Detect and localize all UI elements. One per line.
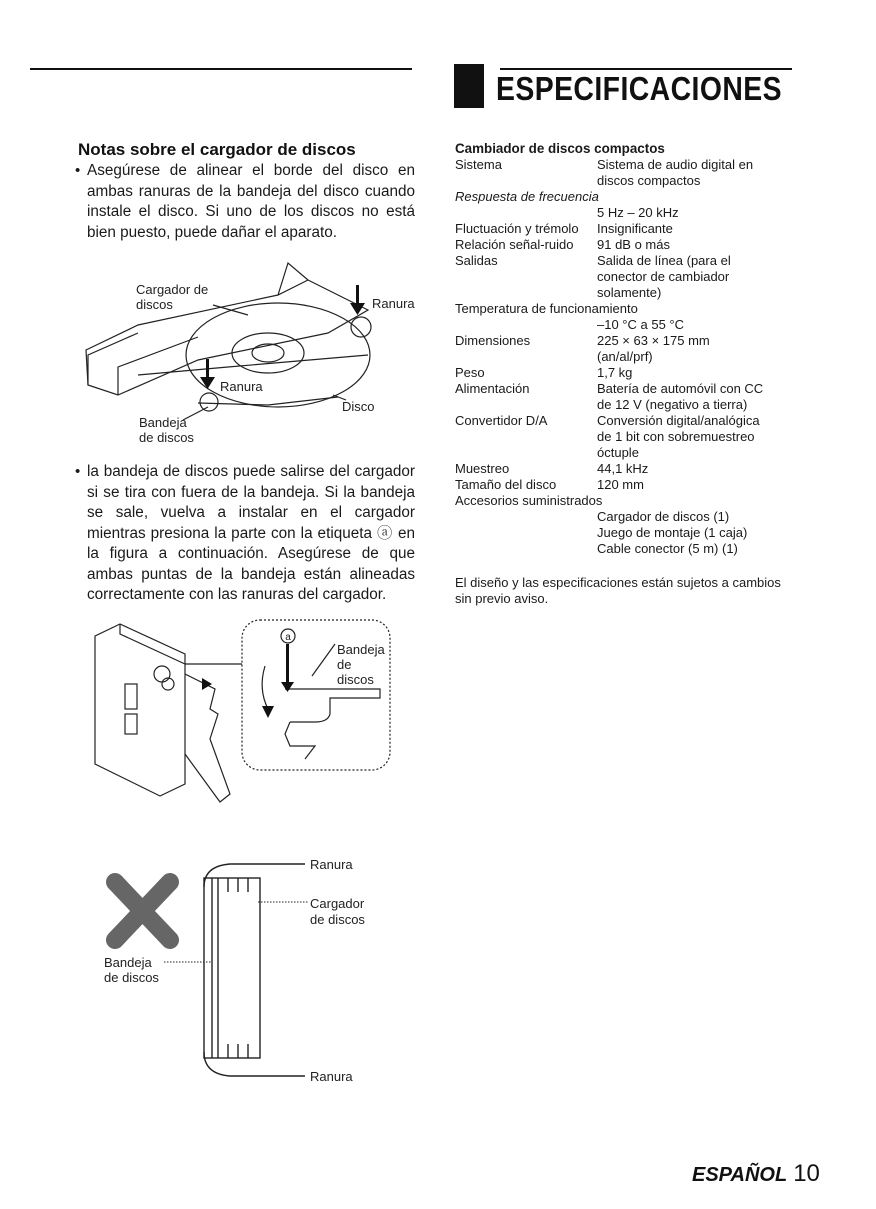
section-title: ESPECIFICACIONES: [496, 70, 783, 107]
label-ranura-top: Ranura: [310, 857, 353, 872]
incorrect-x-icon: [115, 882, 170, 940]
label-ranura-right: Ranura: [372, 296, 415, 311]
figure-incorrect-insertion: [100, 852, 390, 1092]
page-footer: [692, 1160, 820, 1188]
notes-heading: Notas sobre el cargador de discos: [78, 140, 356, 159]
label-disco: Disco: [342, 399, 375, 414]
spec-temperatura-val: –10 °C a 55 °C: [597, 317, 685, 332]
page-number: 10: [793, 1160, 820, 1187]
specifications-list: Cambiador de discos compactos Sistema Sistema de audio digital en discos compactos Respuesta de frecuencia 5 Hz – 20 kHz Fluctuación y trémolo Insignificante Relación señal-ruido 91 dB o más Salidas Salida de línea (para el conector de cambiador solamente) Temperatura de funcionamiento –10 °C a 55 °C Dimensiones 225 × 63 × 175 mm (an/al/prf) Peso 1,7 kg Alimentación Batería de automóvil con CC de 12 V (negativo a tierra) Convertidor D/A Conversión digital/analógica de 1 bit con sobremuestreo óctuple Muestreo 44,1 kHz Tamaño del disco 120 mm Accesorios suministrados Cargador de discos (1) Juego de montaje (1 caja) Cable conector (5 m) (1): [455, 141, 795, 557]
spec-row-fluctuacion: Fluctuación y trémolo Insignificante: [455, 221, 673, 236]
top-rule-left: [30, 68, 412, 70]
figure-tray-reinsert: [90, 614, 400, 809]
figure-disc-magazine: [78, 255, 415, 450]
spec-row-convertidor: Convertidor D/A Conversión digital/analógica: [455, 413, 760, 428]
label-bandeja-2-line3: discos: [337, 672, 374, 687]
spec-row-relacion: Relación señal-ruido 91 dB o más: [455, 237, 670, 252]
spec-accesorios-key: Accesorios suministrados: [455, 493, 603, 508]
label-cargador-line2: discos: [136, 297, 173, 312]
notes-paragraph-2: [75, 462, 415, 606]
label-bandeja-3-line2: de discos: [104, 970, 159, 985]
label-ranura-bottom: Ranura: [310, 1069, 353, 1084]
label-bandeja-line2: de discos: [139, 430, 194, 445]
section-marker-block: [454, 64, 484, 108]
spec-row-alimentacion: Alimentación Batería de automóvil con CC: [455, 381, 764, 396]
label-bandeja-line1: Bandeja: [139, 415, 187, 430]
spec-row-salidas: Salidas Salida de línea (para el: [455, 253, 731, 268]
notes-paragraph-1: [75, 161, 415, 243]
notes-paragraph-1-text: Asegúrese de alinear el borde del disco en ambas ranuras de la bandeja del disco cuando instale el disco. Si uno de los discos no está bien puesto, puede dañar el aparato.: [87, 162, 415, 241]
label-bandeja-2-line1: Bandeja: [337, 642, 385, 657]
label-cargador-line1: Cargador de: [136, 282, 209, 297]
spec-row-peso: Peso 1,7 kg: [455, 365, 633, 380]
spec-temperatura-key: Temperatura de funcionamiento: [455, 301, 638, 316]
spec-respuesta-val: 5 Hz – 20 kHz: [597, 205, 679, 220]
spec-row-tamano: Tamaño del disco 120 mm: [455, 477, 644, 492]
spec-row-muestreo: Muestreo 44,1 kHz: [455, 461, 649, 476]
bullet-icon: •: [75, 162, 81, 179]
spec-row-dimensiones: Dimensiones 225 × 63 × 175 mm: [455, 333, 710, 348]
notes-paragraph-2-text: la bandeja de discos puede salirse del cargador si se tira con fuera de la bandeja. Si la bandeja se sale, vuelva a instalar en el cargador mientras presiona la parte con la etiqueta ⓐ en la figura a continuación. Asegúrese de que ambas puntas de la bandeja están alineadas correctamente con las ranuras del cargador.: [87, 463, 415, 603]
figure2-marker: a: [285, 632, 291, 643]
label-bandeja-3-line1: Bandeja: [104, 955, 152, 970]
disclaimer-text: El diseño y las especificaciones están sujetos a cambios sin previo aviso.: [455, 575, 781, 606]
label-bandeja-2-line2: de: [337, 657, 352, 672]
label-cargador-3-line2: de discos: [310, 912, 365, 927]
label-cargador-3-line1: Cargador: [310, 896, 365, 911]
label-ranura-center: Ranura: [220, 379, 263, 394]
bullet-icon: •: [75, 463, 81, 480]
spec-row-sistema: Sistema Sistema de audio digital en: [455, 157, 754, 172]
specs-heading: Cambiador de discos compactos: [455, 141, 665, 156]
spec-respuesta-key: Respuesta de frecuencia: [455, 189, 599, 204]
footer-language: ESPAÑOL: [692, 1164, 788, 1186]
